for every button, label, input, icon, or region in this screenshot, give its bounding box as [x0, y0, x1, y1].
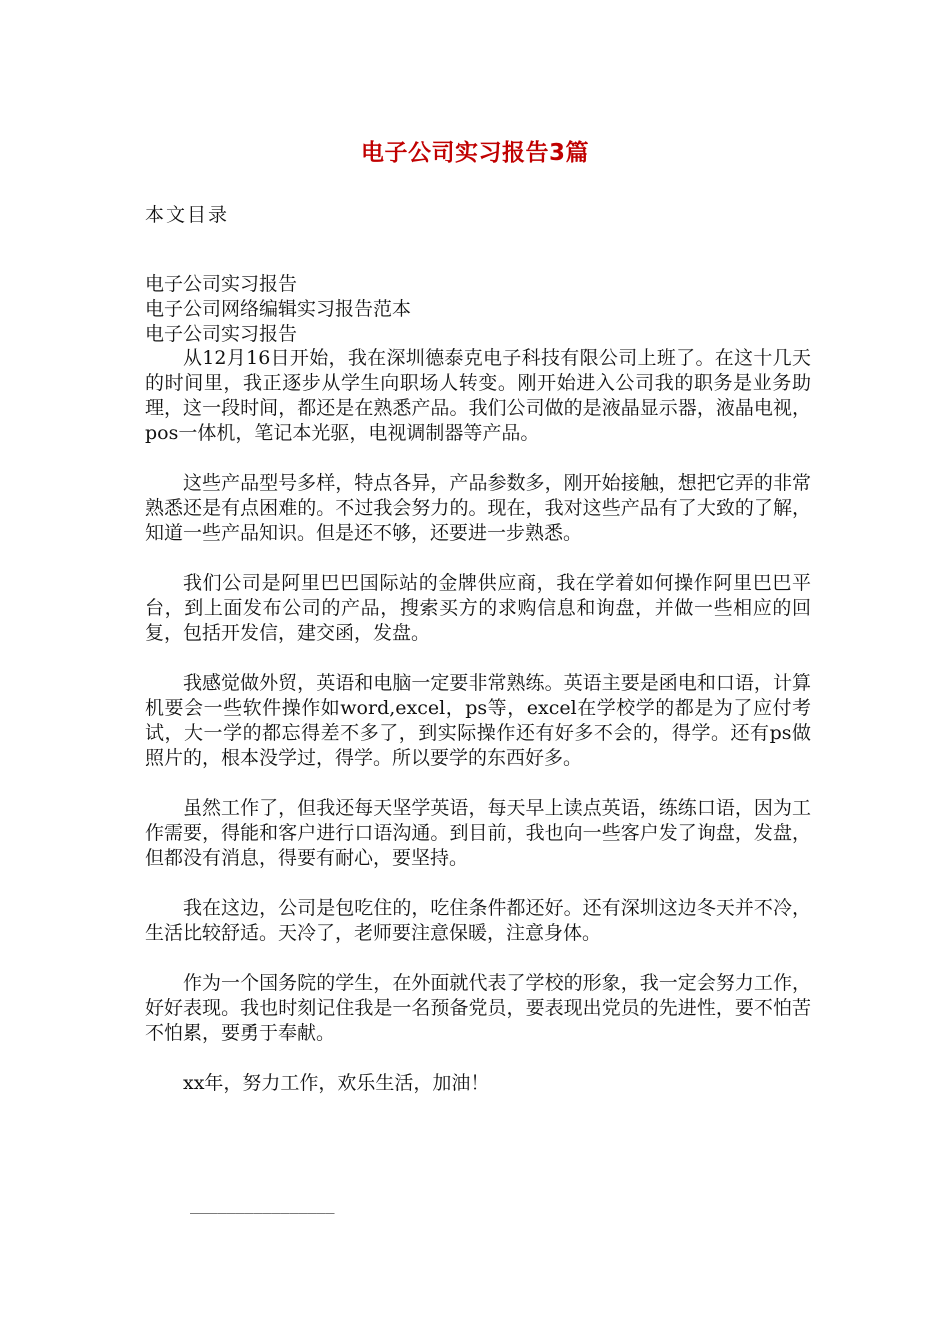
body-paragraph: 作为一个国务院的学生，在外面就代表了学校的形象，我一定会努力工作，好好表现。我也时刻记住我是一名预备党员，要表现出党员的先进性，要不怕苦不怕累，要勇于奉献。: [145, 972, 811, 1044]
toc-item[interactable]: 电子公司实习报告: [145, 323, 298, 345]
separator-line: ________________: [190, 1196, 335, 1214]
toc-item[interactable]: 电子公司网络编辑实习报告范本: [145, 298, 412, 320]
body-paragraph: 从12月16日开始，我在深圳德泰克电子科技有限公司上班了。在这十几天的时间里，我正逐步从学生向职场人转变。刚开始进入公司我的职务是业务助理，这一段时间，都还是在熟悉产品。我们公司做的是液晶显示器，液晶电视，pos一体机，笔记本光驱，电视调制器等产品。: [145, 347, 811, 444]
body-paragraph: 我在这边，公司是包吃住的，吃住条件都还好。还有深圳这边冬天并不冷，生活比较舒适。天冷了，老师要注意保暖，注意身体。: [145, 897, 811, 944]
body-paragraph: 我感觉做外贸，英语和电脑一定要非常熟练。英语主要是函电和口语，计算机要会一些软件操作如word,excel，ps等，excel在学校学的都是为了应付考试，大一学的都忘得差不多了，到实际操作还有好多不会的，得学。还有ps做照片的，根本没学过，得学。所以要学的东西好多。: [145, 672, 811, 769]
body-paragraph: 虽然工作了，但我还每天坚学英语，每天早上读点英语，练练口语，因为工作需要，得能和客户进行口语沟通。到目前，我也向一些客户发了询盘，发盘，但都没有消息，得要有耐心，要坚持。: [145, 797, 811, 869]
body-paragraph: 我们公司是阿里巴巴国际站的金牌供应商，我在学着如何操作阿里巴巴平台，到上面发布公司的产品，搜索买方的求购信息和询盘，并做一些相应的回复，包括开发信，建交函，发盘。: [145, 572, 811, 644]
body-paragraph: 这些产品型号多样，特点各异，产品参数多，刚开始接触，想把它弄的非常熟悉还是有点困难的。不过我会努力的。现在，我对这些产品有了大致的了解，知道一些产品知识。但是还不够，还要进一步熟悉。: [145, 472, 811, 544]
toc-heading: 本文目录: [145, 204, 230, 226]
document-body: [145, 346, 811, 1121]
document-title: 电子公司实习报告3篇: [360, 140, 589, 166]
table-of-contents: [145, 272, 845, 347]
toc-item[interactable]: 电子公司实习报告: [145, 273, 298, 295]
body-paragraph: xx年，努力工作，欢乐生活，加油！: [183, 1072, 490, 1094]
